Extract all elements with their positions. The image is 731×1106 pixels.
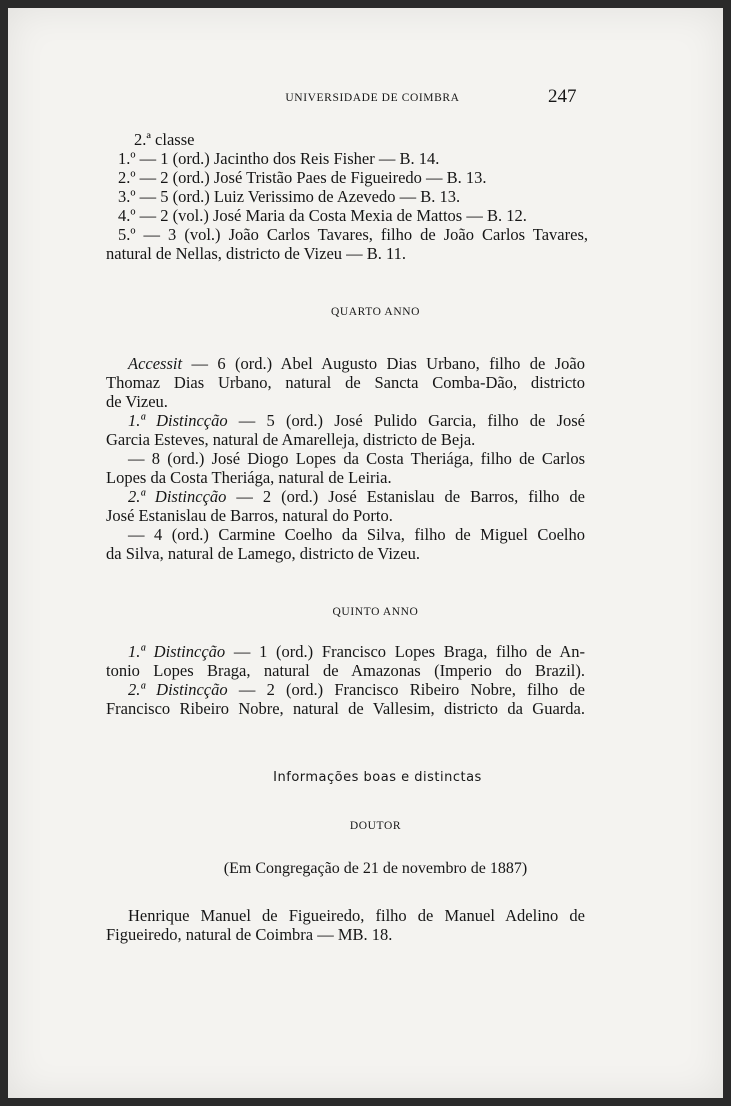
- subheading-informacoes: Informações boas e distinctas: [273, 770, 482, 785]
- entry-text: — 2 (ord.) José Estanislau de Barros, filho de: [226, 487, 585, 506]
- list-item-continuation: natural de Nellas, districto de Vizeu — B. 11.: [106, 244, 407, 263]
- entry-text: Thomaz Dias Urbano, natural de Sancta Comba-Dão, districto: [106, 373, 585, 392]
- entry-lead: 2.ª Distincção: [128, 680, 228, 699]
- list-item: 2.º — 2 (ord.) José Tristão Paes de Figueiredo — B. 13.: [118, 168, 487, 187]
- congregacao-note: (Em Congregação de 21 de novembro de 1887): [223, 860, 528, 877]
- list-item: 5.º — 3 (vol.) João Carlos Tavares, filho de João Carlos Tavares,: [118, 225, 588, 244]
- entry-line: [106, 487, 585, 506]
- entry-text: tonio Lopes Braga, natural de Amazonas (Imperio do Brazil).: [106, 661, 585, 680]
- entry-text: — 2 (ord.) Francisco Ribeiro Nobre, filho de: [227, 680, 585, 699]
- entry-line: [106, 373, 585, 392]
- section-heading-doutor: DOUTOR: [349, 820, 402, 832]
- entry-line: [106, 430, 585, 449]
- entry-line: [106, 544, 585, 563]
- entry-line: [106, 506, 585, 525]
- entry-lead: 1.ª Distincção: [128, 642, 226, 661]
- section-heading-quarto-anno: QUARTO ANNO: [330, 306, 421, 318]
- entry-text: Garcia Esteves, natural de Amarelleja, districto de Beja.: [106, 430, 476, 449]
- entry-line: [106, 392, 585, 411]
- doutor-entry: [106, 906, 585, 944]
- entry-lead: Accessit: [128, 354, 183, 373]
- entry-line: [106, 354, 585, 373]
- entry-text: — 4 (ord.) Carmine Coelho da Silva, filho de Miguel Coelho: [128, 525, 585, 544]
- running-head: UNIVERSIDADE DE COIMBRA: [285, 92, 460, 104]
- quinto-anno-list: [106, 642, 585, 718]
- quarto-anno-list: [106, 354, 585, 563]
- entry-text: — 5 (ord.) José Pulido Garcia, filho de José: [227, 411, 585, 430]
- section-heading-quinto-anno: QUINTO ANNO: [332, 606, 419, 618]
- page-number: 247: [548, 86, 577, 107]
- entry-line: [106, 525, 585, 544]
- list-item: 1.º — 1 (ord.) Jacintho dos Reis Fisher — B. 14.: [118, 149, 440, 168]
- entry-text: da Silva, natural de Lamego, districto de Vizeu.: [106, 544, 420, 563]
- entry-line: Figueiredo, natural de Coimbra — MB. 18.: [106, 925, 393, 944]
- entry-line: Henrique Manuel de Figueiredo, filho de Manuel Adelino de: [128, 906, 585, 925]
- entry-text: Lopes da Costa Theriága, natural de Leiria.: [106, 468, 392, 487]
- segunda-classe-list: [118, 149, 588, 244]
- book-page: [8, 8, 723, 1098]
- entry-line: [106, 680, 585, 699]
- entry-text: Francisco Ribeiro Nobre, natural de Vallesim, districto da Guarda.: [106, 699, 585, 718]
- entry-lead: 1.ª Distincção: [128, 411, 228, 430]
- entry-line: [106, 411, 585, 430]
- list-item: 3.º — 5 (ord.) Luiz Verissimo de Azevedo — B. 13.: [118, 187, 461, 206]
- entry-text: — 6 (ord.) Abel Augusto Dias Urbano, filho de João: [182, 354, 585, 373]
- entry-line: [106, 642, 585, 661]
- page-header: [8, 86, 723, 112]
- entry-text: de Vizeu.: [106, 392, 168, 411]
- entry-lead: 2.ª Distincção: [128, 487, 227, 506]
- entry-text: — 1 (ord.) Francisco Lopes Braga, filho de An-: [225, 642, 585, 661]
- list-item: 4.º — 2 (vol.) José Maria da Costa Mexia de Mattos — B. 12.: [118, 206, 527, 225]
- entry-line: [106, 468, 585, 487]
- entry-line: [106, 699, 585, 718]
- entry-line: [106, 449, 585, 468]
- entry-text: José Estanislau de Barros, natural do Porto.: [106, 506, 393, 525]
- entry-line: [106, 661, 585, 680]
- classe-title: 2.ª classe: [134, 130, 195, 149]
- entry-text: — 8 (ord.) José Diogo Lopes da Costa Theriága, filho de Carlos: [128, 449, 585, 468]
